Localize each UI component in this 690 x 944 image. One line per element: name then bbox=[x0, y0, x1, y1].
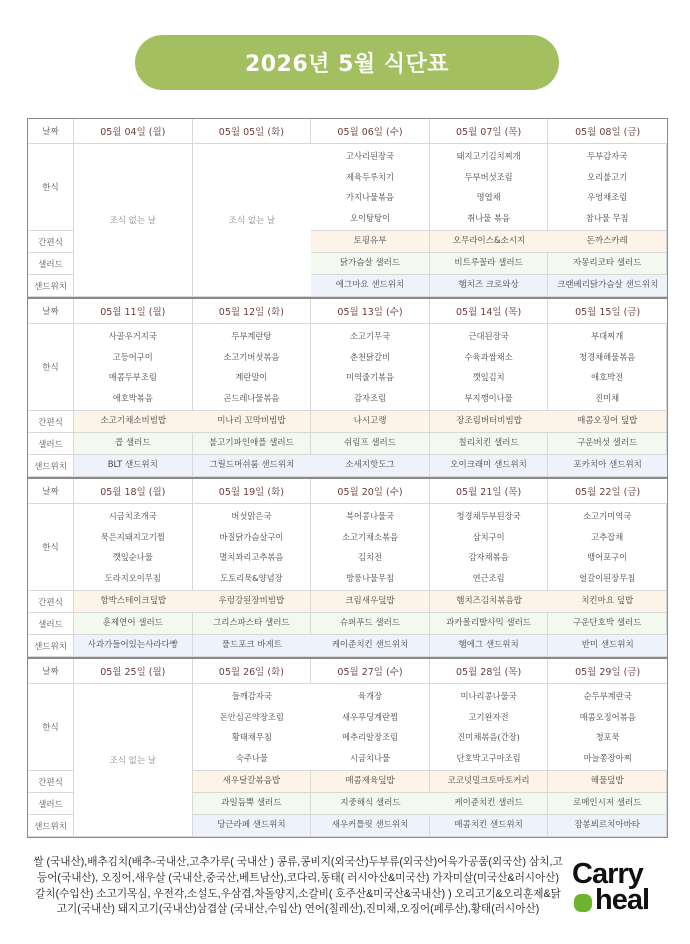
hansik-item: 매콤두부조림 bbox=[108, 372, 157, 383]
snack-menu: 해물덮밥 bbox=[548, 771, 667, 793]
hansik-item: 두부계란탕 bbox=[231, 331, 272, 342]
day-date: 05월 28일 (목) bbox=[430, 659, 549, 684]
hansik-menu bbox=[193, 684, 312, 771]
week-block bbox=[28, 299, 667, 479]
sandwich-menu: 소세지핫도그 bbox=[311, 455, 430, 477]
day-date: 05월 20일 (수) bbox=[311, 479, 430, 504]
hansik-item: 계란말이 bbox=[235, 372, 268, 383]
hansik-item: 오리불고기 bbox=[587, 171, 628, 182]
hansik-item: 취나물 볶음 bbox=[467, 212, 510, 223]
day-date: 05월 13일 (수) bbox=[311, 299, 430, 324]
row-label-hansik: 한식 bbox=[28, 684, 74, 771]
snack-menu: 소고기채소비빔밥 bbox=[74, 411, 193, 433]
salad-menu: 훈제연어 샐러드 bbox=[74, 613, 193, 635]
salad-menu: 구운버섯 샐러드 bbox=[548, 433, 667, 455]
sandwich-menu: 그릴드머쉬룸 샌드위치 bbox=[193, 455, 312, 477]
hansik-item: 진미채 bbox=[595, 392, 620, 403]
week-block bbox=[28, 119, 667, 299]
logo-text-carry: Carry bbox=[572, 858, 643, 890]
salad-menu: 비트루꼴라 샐러드 bbox=[430, 253, 549, 275]
hansik-menu bbox=[548, 144, 667, 231]
hansik-item: 가지나물볶음 bbox=[345, 192, 395, 203]
hansik-item: 소고기미역국 bbox=[583, 511, 632, 522]
hansik-item: 근대된장국 bbox=[468, 331, 509, 342]
origin-info bbox=[28, 855, 568, 918]
day-date: 05월 19일 (화) bbox=[193, 479, 312, 504]
hansik-item: 김치전 bbox=[357, 552, 383, 563]
salad-menu: 닭가슴살 샐러드 bbox=[311, 253, 430, 275]
hansik-item: 깻잎김치 bbox=[472, 372, 505, 383]
hansik-item: 미역줄기볶음 bbox=[345, 372, 395, 383]
hansik-item: 두부버섯조림 bbox=[464, 171, 513, 182]
hansik-item: 매콤오징어볶음 bbox=[579, 711, 636, 722]
sandwich-menu: 새우커틀릿 샌드위치 bbox=[311, 815, 430, 837]
salad-menu: 케이준치킨 샐러드 bbox=[430, 793, 549, 815]
page-title-banner bbox=[135, 35, 559, 90]
snack-menu: 오무라이스&소시지 bbox=[430, 231, 549, 253]
hansik-item: 사골우거지국 bbox=[108, 331, 157, 342]
sandwich-menu: 매콤치킨 샌드위치 bbox=[430, 815, 549, 837]
sandwich-menu: BLT 샌드위치 bbox=[74, 455, 193, 477]
origin-line: 등어(국내산), 오징어,새우살 (국내산,중국산,베트남산),코다리,동태( 러시아산&미국산) 가자미살(미국산&러시아산) bbox=[36, 871, 560, 884]
salad-menu: 과일듬뿍 샐러드 bbox=[193, 793, 312, 815]
hansik-item: 두부감자국 bbox=[587, 151, 628, 162]
snack-menu: 매콤오징어 덮밥 bbox=[548, 411, 667, 433]
origin-line: 갈치(수입산) 소고기목심, 우전각,소설도,우삼겹,차돌양지,소갈비( 호주산&미국산&국내산) ) 오리고기&오리훈제&닭 bbox=[35, 887, 561, 900]
salad-menu: 로메인시저 샐러드 bbox=[548, 793, 667, 815]
hansik-item: 방풍나물무침 bbox=[345, 572, 395, 583]
snack-menu: 토핑유부 bbox=[311, 231, 430, 253]
row-label-snack: 간편식 bbox=[28, 771, 74, 793]
day-date: 05월 06일 (수) bbox=[311, 119, 430, 144]
hansik-item: 부지깽이나물 bbox=[464, 392, 513, 403]
snack-menu: 크림새우덮밥 bbox=[311, 591, 430, 613]
hansik-item: 애호박볶음 bbox=[112, 392, 153, 403]
sandwich-menu: 잠봉뵈르치아바타 bbox=[548, 815, 667, 837]
hansik-item: 들깨감자국 bbox=[231, 691, 272, 702]
sandwich-menu: 반미 샌드위치 bbox=[548, 635, 667, 657]
hansik-item: 감자채볶음 bbox=[468, 552, 509, 563]
day-date: 05월 08일 (금) bbox=[548, 119, 667, 144]
day-date: 05월 11일 (월) bbox=[74, 299, 193, 324]
hansik-item: 뱅어포구이 bbox=[587, 552, 628, 563]
salad-menu: 콥 샐러드 bbox=[74, 433, 193, 455]
sandwich-menu: 크랜베리닭가슴살 샌드위치 bbox=[548, 275, 667, 297]
hansik-item: 새우푸딩계란찜 bbox=[341, 711, 399, 722]
no-breakfast-cell: 조식 없는 날 bbox=[74, 144, 193, 297]
hansik-item: 곤드레나물볶음 bbox=[223, 392, 280, 403]
day-date: 05월 15일 (금) bbox=[548, 299, 667, 324]
hansik-menu bbox=[74, 504, 193, 591]
day-date: 05월 22일 (금) bbox=[548, 479, 667, 504]
day-date: 05월 12일 (화) bbox=[193, 299, 312, 324]
hansik-menu bbox=[548, 324, 667, 411]
logo-text-heal: heal bbox=[595, 884, 650, 916]
hansik-menu bbox=[311, 144, 430, 231]
day-date: 05월 26일 (화) bbox=[193, 659, 312, 684]
sandwich-menu: 당근라페 샌드위치 bbox=[193, 815, 312, 837]
hansik-item: 청경채두부된장국 bbox=[456, 511, 521, 522]
day-date: 05월 29일 (금) bbox=[548, 659, 667, 684]
page-title: 2026년 5월 식단표 bbox=[244, 52, 450, 77]
hansik-item: 육개장 bbox=[357, 691, 383, 702]
hansik-item: 애호박전 bbox=[591, 372, 624, 383]
day-date: 05월 21일 (목) bbox=[430, 479, 549, 504]
hansik-item: 순두부계란국 bbox=[583, 691, 632, 702]
hansik-item: 수육과쌈채소 bbox=[464, 351, 513, 362]
no-breakfast-cell: 조식 없는 날 bbox=[74, 684, 193, 837]
hansik-item: 고사리된장국 bbox=[345, 151, 395, 162]
hansik-item: 돼지고기김치찌개 bbox=[456, 151, 521, 162]
origin-line: 쌀 (국내산),배추김치(배추-국내산,고추가루( 국내산 ) 콩류,콩비지(외국산)두부류(외국산)어육가공품(외국산) 삼치,고 bbox=[33, 856, 563, 868]
hansik-item: 멸치꽈리고추볶음 bbox=[219, 552, 284, 563]
hansik-item: 오이탕탕이 bbox=[349, 212, 391, 223]
sandwich-menu: 오이크래미 샌드위치 bbox=[430, 455, 549, 477]
row-label-date: 날짜 bbox=[28, 299, 74, 324]
salad-menu: 지중해식 샐러드 bbox=[311, 793, 430, 815]
hansik-item: 도토리묵&양념장 bbox=[220, 572, 283, 583]
hansik-item: 도라지오이무침 bbox=[104, 572, 161, 583]
row-label-date: 날짜 bbox=[28, 119, 74, 144]
snack-menu: 햄치즈김치볶음밥 bbox=[430, 591, 549, 613]
row-label-salad: 샐러드 bbox=[28, 613, 74, 635]
hansik-menu bbox=[311, 324, 430, 411]
snack-menu: 코코넛밀크토마토커리 bbox=[430, 771, 549, 793]
snack-menu: 미나리 꼬막비빔밥 bbox=[193, 411, 312, 433]
hansik-item: 참나물 무침 bbox=[585, 212, 629, 223]
hansik-item: 청경채해물볶음 bbox=[579, 351, 636, 362]
row-label-salad: 샐러드 bbox=[28, 253, 74, 275]
snack-menu: 돈까스카레 bbox=[548, 231, 667, 253]
day-date: 05월 14일 (목) bbox=[430, 299, 549, 324]
logo-dot-icon bbox=[574, 894, 592, 912]
day-date: 05월 04일 (월) bbox=[74, 119, 193, 144]
snack-menu: 치킨마요 덮밥 bbox=[548, 591, 667, 613]
row-label-date: 날짜 bbox=[28, 479, 74, 504]
day-date: 05월 25일 (월) bbox=[74, 659, 193, 684]
row-label-hansik: 한식 bbox=[28, 504, 74, 591]
hansik-item: 진미채볶음(간장) bbox=[457, 732, 520, 743]
hansik-menu bbox=[430, 504, 549, 591]
hansik-item: 명엽채 bbox=[476, 192, 501, 203]
hansik-item: 춘천닭갈비 bbox=[349, 351, 391, 362]
hansik-item: 소고기무국 bbox=[349, 331, 391, 342]
snack-menu: 장조림버터비빔밥 bbox=[430, 411, 549, 433]
hansik-menu bbox=[548, 684, 667, 771]
origin-line: 고기(국내산) 돼지고기(국내산)삼겹살 (국내산,수입산) 연어(칠레산),진미채,오징어(페루산),황태(러시아산) bbox=[56, 903, 540, 916]
week-block bbox=[28, 479, 667, 659]
hansik-menu bbox=[430, 684, 549, 771]
day-date: 05월 27일 (수) bbox=[311, 659, 430, 684]
snack-menu: 매콤제육덮밥 bbox=[311, 771, 430, 793]
hansik-item: 묵은지돼지고기찜 bbox=[100, 531, 165, 542]
sandwich-menu: 햄에그 샌드위치 bbox=[430, 635, 549, 657]
row-label-salad: 샐러드 bbox=[28, 793, 74, 815]
row-label-sandwich: 샌드위치 bbox=[28, 815, 74, 837]
hansik-item: 깻잎순나물 bbox=[112, 552, 153, 563]
hansik-item: 고기완자전 bbox=[468, 711, 509, 722]
row-label-sandwich: 샌드위치 bbox=[28, 455, 74, 477]
menu-table bbox=[27, 118, 668, 838]
hansik-item: 연근조림 bbox=[472, 572, 505, 583]
hansik-item: 메추리알장조림 bbox=[341, 732, 399, 743]
hansik-menu bbox=[430, 324, 549, 411]
sandwich-menu: 케이준치킨 샌드위치 bbox=[311, 635, 430, 657]
salad-menu: 칠리치킨 샐러드 bbox=[430, 433, 549, 455]
row-label-salad: 샐러드 bbox=[28, 433, 74, 455]
hansik-menu bbox=[74, 324, 193, 411]
hansik-item: 소고기채소볶음 bbox=[341, 531, 399, 542]
day-date: 05월 18일 (월) bbox=[74, 479, 193, 504]
day-date: 05월 05일 (화) bbox=[193, 119, 312, 144]
hansik-item: 버섯맑은국 bbox=[231, 511, 272, 522]
salad-menu: 그리스파스타 샐러드 bbox=[193, 613, 312, 635]
salad-menu: 불고기파인애플 샐러드 bbox=[193, 433, 312, 455]
no-breakfast-cell: 조식 없는 날 bbox=[193, 144, 312, 297]
snack-menu: 나시고랭 bbox=[311, 411, 430, 433]
row-label-snack: 간편식 bbox=[28, 231, 74, 253]
sandwich-menu: 햄치즈 크로와상 bbox=[430, 275, 549, 297]
hansik-item: 부대찌개 bbox=[591, 331, 624, 342]
row-label-date: 날짜 bbox=[28, 659, 74, 684]
sandwich-menu: 사과가들어있는사라다빵 bbox=[74, 635, 193, 657]
salad-menu: 자몽리코타 샐러드 bbox=[548, 253, 667, 275]
hansik-item: 삼치구이 bbox=[472, 531, 505, 542]
hansik-item: 소고기버섯볶음 bbox=[223, 351, 280, 362]
week-block bbox=[28, 659, 667, 837]
row-label-hansik: 한식 bbox=[28, 144, 74, 231]
hansik-menu bbox=[311, 504, 430, 591]
salad-menu: 쉬림프 샐러드 bbox=[311, 433, 430, 455]
day-date: 05월 07일 (목) bbox=[430, 119, 549, 144]
hansik-item: 감자조림 bbox=[353, 392, 387, 403]
hansik-item: 청포묵 bbox=[595, 732, 620, 743]
hansik-item: 고등어구이 bbox=[112, 351, 153, 362]
hansik-item: 제육두루치기 bbox=[345, 171, 395, 182]
row-label-sandwich: 샌드위치 bbox=[28, 275, 74, 297]
snack-menu: 새우달갈볶음밥 bbox=[193, 771, 312, 793]
hansik-menu bbox=[193, 504, 312, 591]
row-label-hansik: 한식 bbox=[28, 324, 74, 411]
hansik-menu bbox=[430, 144, 549, 231]
hansik-menu bbox=[548, 504, 667, 591]
sandwich-menu: 포카치아 샌드위치 bbox=[548, 455, 667, 477]
sandwich-menu: 풀드포크 바게트 bbox=[193, 635, 312, 657]
hansik-item: 황태채무침 bbox=[231, 732, 272, 743]
carryheal-logo bbox=[572, 858, 667, 917]
hansik-item: 돈안심곤약장조림 bbox=[219, 711, 284, 722]
hansik-menu bbox=[193, 324, 312, 411]
row-label-sandwich: 샌드위치 bbox=[28, 635, 74, 657]
hansik-item: 북어콩나물국 bbox=[345, 511, 395, 522]
hansik-item: 얼갈이된장무침 bbox=[579, 572, 636, 583]
hansik-item: 바질닭가슴살구이 bbox=[219, 531, 284, 542]
hansik-item: 고추잡채 bbox=[591, 531, 624, 542]
row-label-snack: 간편식 bbox=[28, 411, 74, 433]
sandwich-menu: 에그마요 샌드위치 bbox=[311, 275, 430, 297]
salad-menu: 과카몰리발사믹 샐러드 bbox=[430, 613, 549, 635]
hansik-item: 시금치나물 bbox=[349, 752, 391, 763]
salad-menu: 슈퍼푸드 샐러드 bbox=[311, 613, 430, 635]
salad-menu: 구운단호박 샐러드 bbox=[548, 613, 667, 635]
hansik-item: 시금치조개국 bbox=[108, 511, 157, 522]
hansik-item: 마늘쫑장아찌 bbox=[583, 752, 632, 763]
hansik-item: 우엉채조림 bbox=[587, 192, 628, 203]
hansik-item: 숙주나물 bbox=[235, 752, 268, 763]
snack-menu: 함박스테이크덮밥 bbox=[74, 591, 193, 613]
hansik-menu bbox=[311, 684, 430, 771]
snack-menu: 우렁강된장비빔밥 bbox=[193, 591, 312, 613]
hansik-item: 단호박고구마조림 bbox=[456, 752, 521, 763]
hansik-item: 미나리콩나물국 bbox=[460, 691, 517, 702]
row-label-snack: 간편식 bbox=[28, 591, 74, 613]
